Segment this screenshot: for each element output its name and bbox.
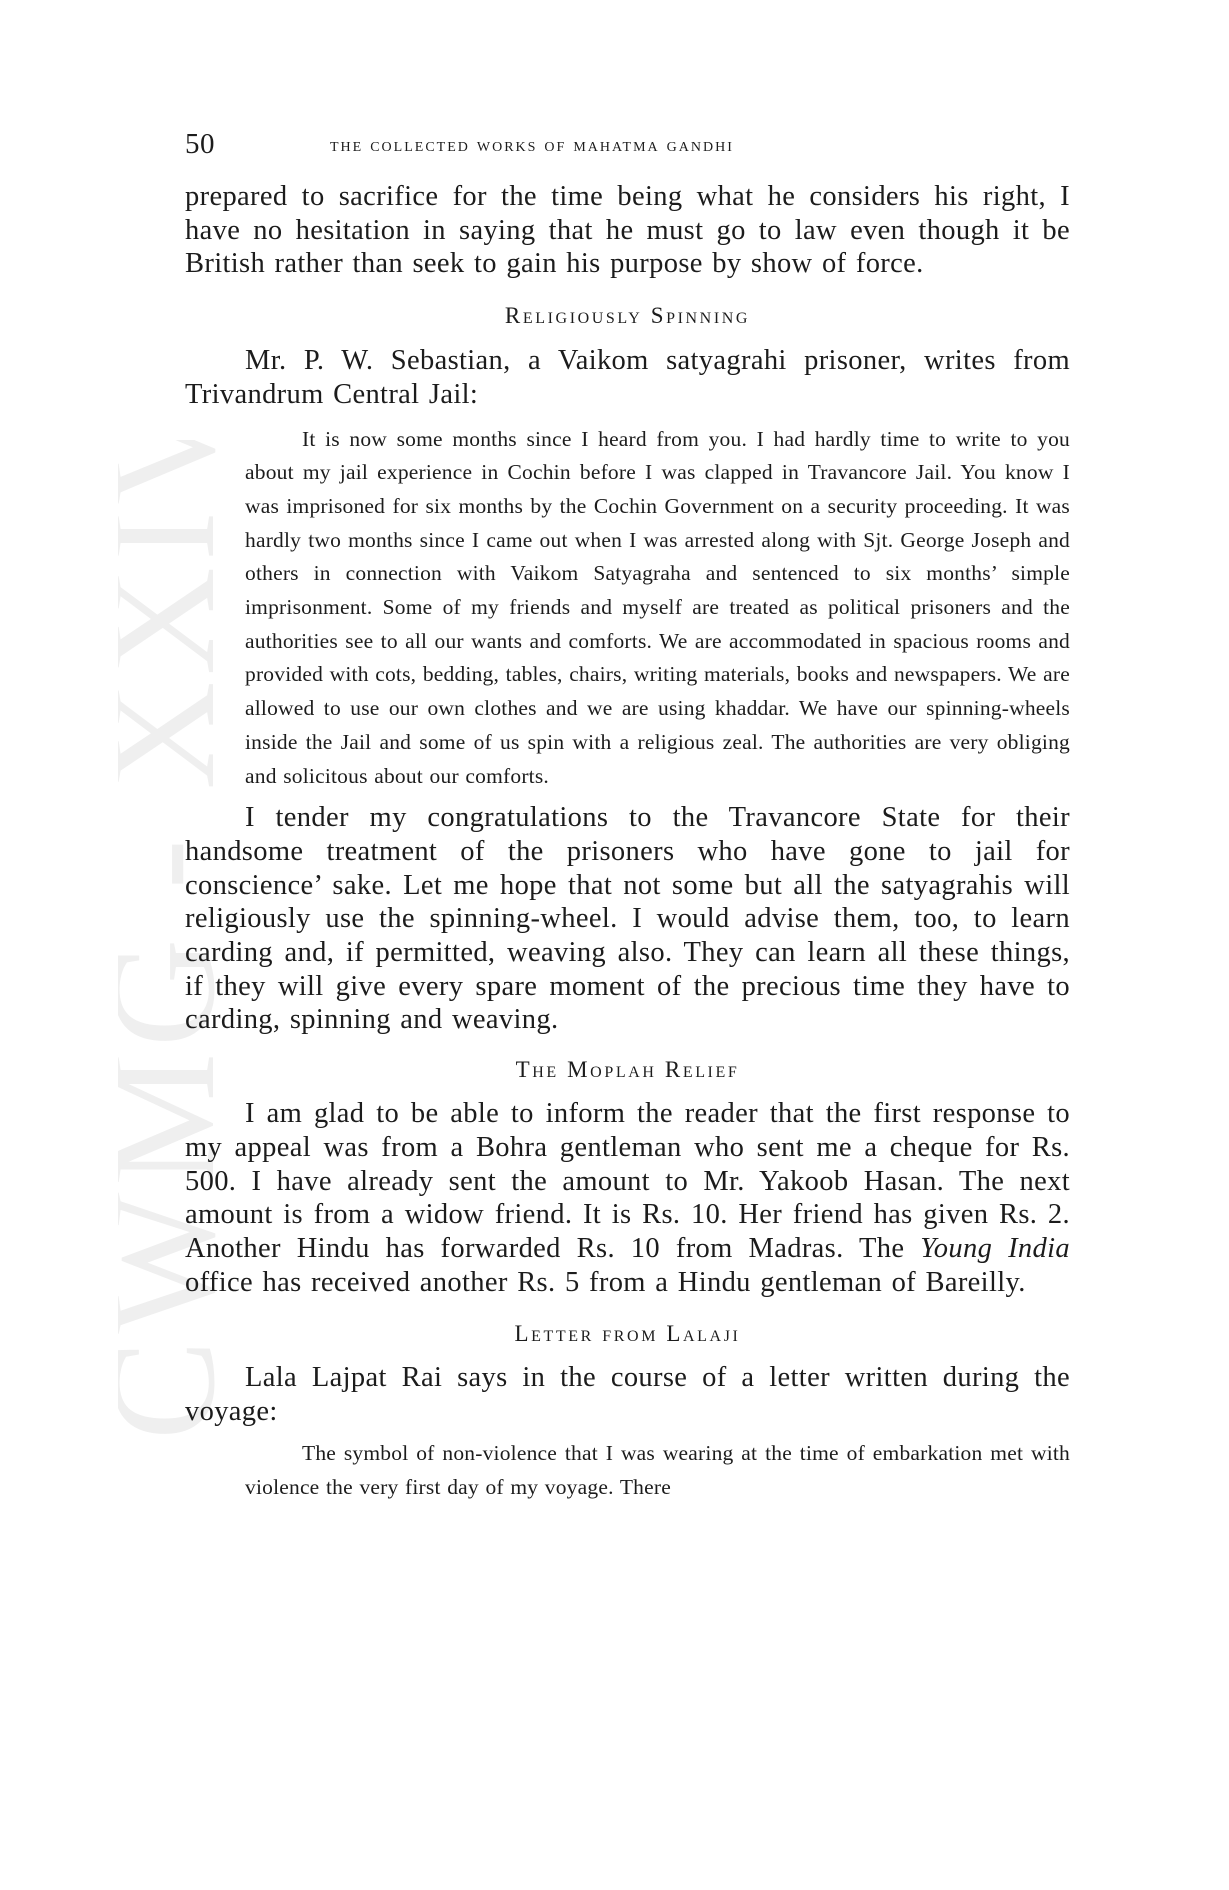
section-heading-moplah-relief: The Moplah Relief <box>515 1057 740 1083</box>
moplah-text-part1: I am glad to be able to inform the reader that the first response to my appeal was from a Bohra gentleman who sent me a cheque for Rs. 500. I have already sent the amount to Mr. Yakoob Hasan. The next amount is from a widow friend. It is Rs. 10. Her friend has given Rs. 2. Another Hindu has forwarded Rs. 10 from Madras. The <box>185 1098 1070 1264</box>
moplah-text-part2: office has received another Rs. 5 from a Hindu gentleman of Bareilly. <box>185 1266 1026 1298</box>
section-heading-letter-from-lalaji: Letter from Lalaji <box>514 1321 741 1347</box>
page-content <box>185 180 1070 1504</box>
page-number: 50 <box>185 128 215 160</box>
sebastian-letter-quote: It is now some months since I heard from you. I had hardly time to write to you about my jail experience in Cochin before I was clapped in Travancore Jail. You know I was imprisoned for six months by the Cochin Government on a security proceeding. It was hardly two months since I came out when I was arrested along with Sjt. George Joseph and others in connection with Vaikom Satyagraha and sentenced to six months’ simple imprisonment. Some of my friends and myself are treated as political prisoners and the authorities see to all our wants and comforts. We are accommodated in spacious rooms and provided with cots, bedding, tables, chairs, writing materials, books and newspapers. We are allowed to use our own clothes and we are using khaddar. We have our spinning-wheels inside the Jail and some of us spin with a religious zeal. The authorities are very obliging and solicitous about our comforts. <box>245 426 1070 788</box>
book-title: the collected works of mahatma gandhi <box>330 134 734 156</box>
lalaji-letter-quote: The symbol of non-violence that I was wearing at the time of embarkation met with violence the very first day of my voyage. There <box>245 1440 1070 1499</box>
congratulations-paragraph: I tender my congratulations to the Travancore State for their handsome treatment of the prisoners who have gone to jail for conscience’ sake. Let me hope that not some but all the satyagrahis will religiously use the spinning-wheel. I would advise them, too, to learn carding and, if permitted, weaving also. They can learn all these things, if they will give every spare moment of the precious time they have to carding, spinning and weaving. <box>185 802 1070 1036</box>
lalaji-intro-paragraph: Lala Lajpat Rai says in the course of a letter written during the voyage: <box>185 1362 1070 1428</box>
sebastian-intro-paragraph: Mr. P. W. Sebastian, a Vaikom satyagrahi prisoner, writes from Trivandrum Central Jail: <box>185 345 1070 410</box>
intro-paragraph: prepared to sacrifice for the time being what he considers his right, I have no hesitation in saying that he must go to law even though it be British rather than seek to gain his purpose by show of force. <box>185 181 1070 280</box>
moplah-relief-paragraph <box>185 1097 1070 1299</box>
watermark-text: CWMG XXI <box>118 505 238 1440</box>
running-head <box>185 128 1070 168</box>
young-india-title: Young India <box>920 1232 1070 1264</box>
section-heading-religiously-spinning: Religiously Spinning <box>504 303 751 329</box>
